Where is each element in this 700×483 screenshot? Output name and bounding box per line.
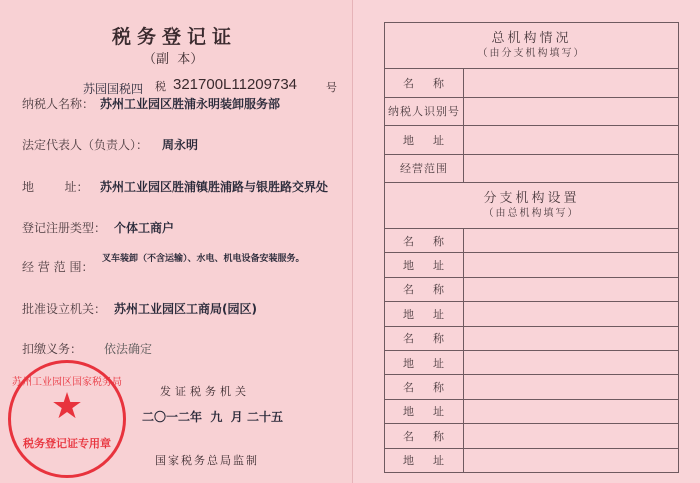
hq-note: （由分支机构填写） — [477, 47, 586, 59]
branch-address-value — [464, 448, 679, 472]
branch-address-value — [464, 253, 679, 277]
hq-scope-label: 经营范围 — [385, 154, 464, 183]
branch-name-value — [464, 424, 679, 448]
hao-char: 号 — [326, 81, 337, 94]
hq-address-value — [464, 126, 679, 155]
issue-date — [142, 408, 283, 425]
taxpayer-name-label: 纳税人名称： — [22, 97, 95, 111]
issuer: 发证税务机关 — [160, 385, 250, 398]
withholding: 依法确定 — [104, 342, 153, 356]
branch-name-label: 名 称 — [385, 229, 464, 253]
date-month: 九 — [210, 410, 223, 424]
certificate-back — [352, 0, 700, 483]
branch-name-value — [464, 375, 679, 399]
branch-address-label: 地 址 — [385, 253, 464, 277]
branch-address-label: 地 址 — [385, 302, 464, 326]
branch-section-header — [385, 183, 679, 229]
branch-note: （由总机构填写） — [483, 207, 580, 219]
branch-address-value — [464, 399, 679, 423]
date-month-char: 月 — [230, 410, 243, 424]
office-prefix: 苏园国税四 — [83, 82, 144, 96]
branch-address-label: 地 址 — [385, 399, 464, 423]
branch-info-table — [384, 22, 679, 473]
withholding-label: 扣缴义务： — [22, 342, 83, 356]
branch-name-value — [464, 277, 679, 301]
branch-name-label: 名 称 — [385, 375, 464, 399]
branch-name-label: 名 称 — [385, 326, 464, 350]
official-seal — [8, 360, 126, 478]
tax-number: 321700L11209734 — [173, 76, 298, 93]
branch-address-value — [464, 302, 679, 326]
address: 苏州工业园区胜浦镇胜浦路与银胜路交界处 — [100, 180, 329, 194]
taxpayer-name: 苏州工业园区胜浦永明装卸服务部 — [100, 97, 281, 111]
tax-char: 税 — [155, 80, 166, 93]
branch-address-label: 地 址 — [385, 350, 464, 374]
hq-taxid-value — [464, 97, 679, 126]
hq-title: 总机构情况 — [491, 30, 572, 46]
branch-title: 分支机构设置 — [483, 190, 580, 206]
footer-supervisor: 国家税务总局监制 — [155, 454, 259, 467]
scope-label: 经 营 范 围： — [22, 260, 94, 274]
address-label: 地 址： — [22, 180, 89, 194]
legal-rep-label: 法定代表人（负责人）： — [22, 138, 149, 152]
approval-authority-label: 批准设立机关： — [22, 302, 107, 316]
branch-address-label: 地 址 — [385, 448, 464, 472]
branch-name-value — [464, 229, 679, 253]
branch-name-label: 名 称 — [385, 277, 464, 301]
reg-type-label: 登记注册类型： — [22, 221, 107, 235]
hq-name-label: 名 称 — [385, 69, 464, 98]
branch-name-label: 名 称 — [385, 424, 464, 448]
seal-ring-text: 苏州工业园区国家税务局 — [12, 377, 122, 388]
approval-authority: 苏州工业园区工商局(园区) — [114, 302, 257, 316]
hq-section-header — [385, 23, 679, 69]
date-day: 二十五 — [246, 410, 283, 424]
branch-name-value — [464, 326, 679, 350]
branch-address-value — [464, 350, 679, 374]
certificate-title: 税务登记证 — [112, 26, 238, 48]
hq-address-label: 地 址 — [385, 126, 464, 155]
reg-type: 个体工商户 — [114, 221, 175, 235]
scope: 叉车装卸（不含运输）、水电、机电设备安装服务。 — [102, 254, 305, 264]
hq-scope-value — [464, 154, 679, 183]
star-icon: ★ — [50, 386, 84, 427]
date-year: 二〇一二年 — [142, 410, 203, 424]
certificate-subtitle: （副 本） — [143, 52, 204, 67]
seal-bottom-text: 税务登记证专用章 — [23, 437, 111, 450]
hq-taxid-label: 纳税人识别号 — [385, 97, 464, 126]
legal-rep: 周永明 — [162, 138, 199, 152]
hq-name-value — [464, 69, 679, 98]
